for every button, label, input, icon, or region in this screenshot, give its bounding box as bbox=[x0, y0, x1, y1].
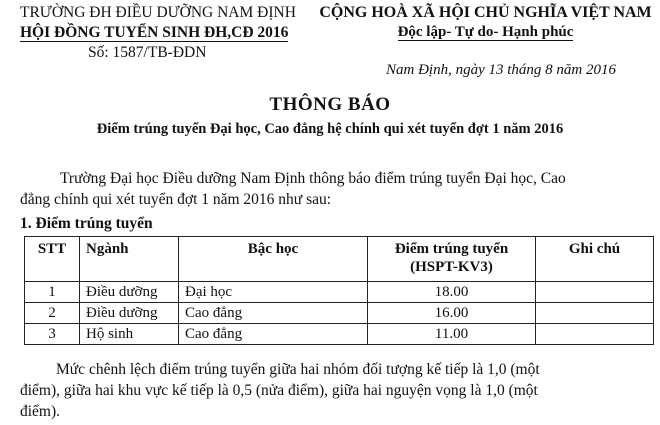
document-date: Nam Định, ngày 13 tháng 8 năm 2016 bbox=[386, 62, 616, 78]
cell-stt: 2 bbox=[25, 303, 80, 324]
table-row bbox=[25, 324, 654, 345]
table-header-row bbox=[25, 237, 654, 282]
header-note: Ghi chú bbox=[536, 237, 654, 282]
header-score bbox=[368, 237, 536, 282]
closing-line-2: điểm), giữa hai khu vực kế tiếp là 0,5 (nửa điểm), giữa hai nguyện vọng là 1,0 (một bbox=[20, 382, 538, 399]
national-title: CỘNG HOÀ XÃ HỘI CHỦ NGHĨA VIỆT NAM bbox=[319, 4, 652, 21]
header-stt: STT bbox=[25, 237, 80, 282]
closing-line-3: điểm). bbox=[20, 403, 61, 420]
header-score-line2: (HSPT-KV3) bbox=[410, 259, 493, 275]
section-heading: 1. Điểm trúng tuyển bbox=[20, 215, 153, 232]
document-title: THÔNG BÁO bbox=[269, 94, 391, 115]
table-row bbox=[25, 303, 654, 324]
cell-note bbox=[536, 324, 654, 345]
header-level: Bậc học bbox=[179, 237, 368, 282]
intro-line-2: đẳng chính qui xét tuyển đợt 1 năm 2016 như sau: bbox=[20, 191, 332, 208]
cell-score: 18.00 bbox=[368, 282, 536, 303]
cell-level: Đại học bbox=[179, 282, 368, 303]
closing-line-1: Mức chênh lệch điểm trúng tuyển giữa hai nhóm đối tượng kế tiếp là 1,0 (một bbox=[56, 361, 540, 378]
cell-note bbox=[536, 303, 654, 324]
cell-level: Cao đẳng bbox=[179, 303, 368, 324]
cell-major: Hộ sinh bbox=[80, 324, 179, 345]
school-name: TRƯỜNG ĐH ĐIỀU DƯỠNG NAM ĐỊNH bbox=[20, 4, 296, 21]
council-name bbox=[20, 24, 289, 42]
national-motto-text: Độc lập- Tự do- Hạnh phúc bbox=[397, 24, 574, 40]
table-row bbox=[25, 282, 654, 303]
national-motto bbox=[318, 24, 653, 41]
document-subtitle: Điểm trúng tuyển Đại học, Cao đẳng hệ chính qui xét tuyển đợt 1 năm 2016 bbox=[96, 121, 564, 137]
cell-major: Điều dưỡng bbox=[80, 282, 179, 303]
council-name-text: HỘI ĐỒNG TUYỂN SINH ĐH,CĐ 2016 bbox=[20, 24, 289, 41]
cell-major: Điều dưỡng bbox=[80, 303, 179, 324]
cell-stt: 3 bbox=[25, 324, 80, 345]
cell-score: 11.00 bbox=[368, 324, 536, 345]
cell-score: 16.00 bbox=[368, 303, 536, 324]
score-table bbox=[24, 236, 654, 345]
intro-line-1: Trường Đại học Điều dưỡng Nam Định thông báo điểm trúng tuyển Đại học, Cao bbox=[60, 170, 566, 187]
cell-level: Cao đẳng bbox=[179, 324, 368, 345]
header-major: Ngành bbox=[80, 237, 179, 282]
header-score-line1: Điểm trúng tuyển bbox=[394, 241, 509, 257]
cell-note bbox=[536, 282, 654, 303]
document-number: Số: 1587/TB-ĐDN bbox=[88, 44, 207, 61]
cell-stt: 1 bbox=[25, 282, 80, 303]
